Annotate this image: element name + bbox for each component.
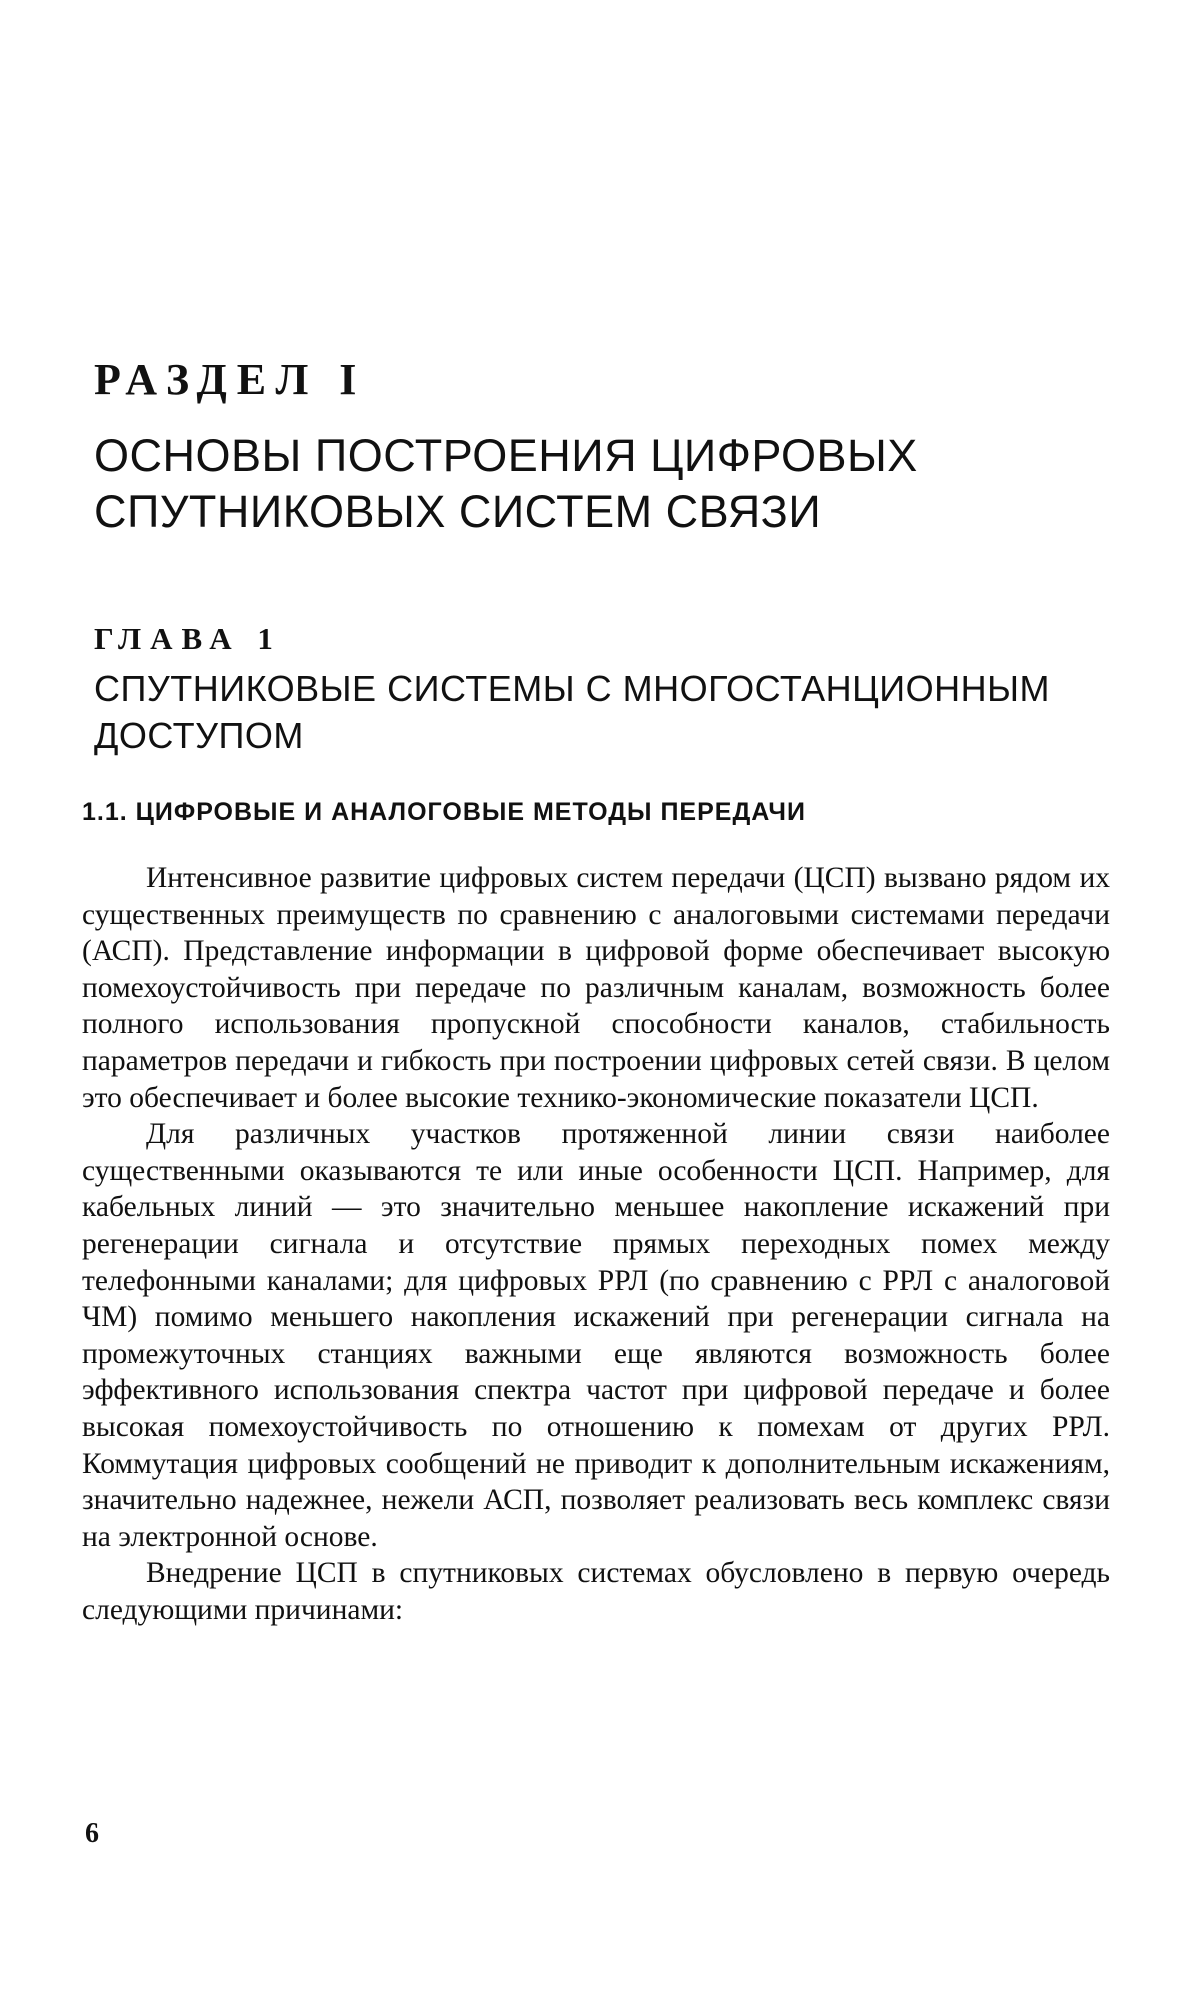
page-number: 6 bbox=[85, 1818, 99, 1849]
subsection-heading: 1.1. ЦИФРОВЫЕ И АНАЛОГОВЫЕ МЕТОДЫ ПЕРЕДАЧИ bbox=[82, 798, 806, 826]
section-title: ОСНОВЫ ПОСТРОЕНИЯ ЦИФРОВЫХ СПУТНИКОВЫХ СИСТЕМ СВЯЗИ bbox=[94, 430, 918, 537]
paragraph: Внедрение ЦСП в спутниковых системах обусловлено в первую очередь следующими причинами: bbox=[82, 1557, 1110, 1626]
section-label: РАЗДЕЛ I bbox=[94, 355, 367, 404]
chapter-title: СПУТНИКОВЫЕ СИСТЕМЫ С МНОГОСТАНЦИОННЫМ ДОСТУПОМ bbox=[94, 668, 1051, 756]
body-text bbox=[82, 860, 1110, 1628]
paragraph: Интенсивное развитие цифровых систем передачи (ЦСП) вызвано рядом их существенных преимуществ по сравнению с аналоговыми системами передачи (АСП). Представление информации в цифровой форме обеспечивает высокую помехоустойчивость при передаче по различным каналам, возможность более полного использования пропускной способности каналов, стабильность параметров передачи и гибкость при построении цифровых сетей связи. В целом это обеспечивает и более высокие технико-экономические показатели ЦСП. bbox=[82, 862, 1110, 1114]
paragraph: Для различных участков протяженной линии связи наиболее существенными оказываются те или иные особенности ЦСП. Например, для кабельных линий — это значительно меньшее накопление искажений при регенерации сигнала и отсутствие прямых переходных помех между телефонными каналами; для цифровых РРЛ (по сравнению с РРЛ с аналоговой ЧМ) помимо меньшего накопления искажений при регенерации сигнала на промежуточных станциях важными еще являются возможность более эффективного использования спектра частот при цифровой передаче и более высокая помехоустойчивость по отношению к помехам от других РРЛ. Коммутация цифровых сообщений не приводит к дополнительным искажениям, значительно надежнее, нежели АСП, позволяет реализовать весь комплекс связи на электронной основе. bbox=[82, 1118, 1110, 1553]
chapter-label: ГЛАВА 1 bbox=[94, 621, 282, 656]
